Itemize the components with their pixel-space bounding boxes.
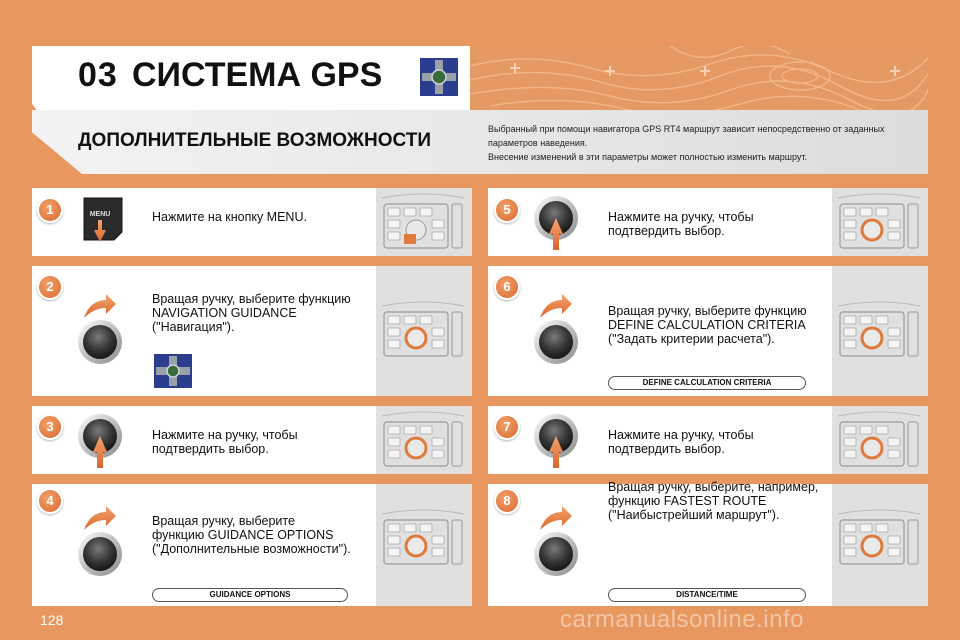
step-instruction: [152, 210, 307, 224]
chapter-number: 03: [78, 56, 118, 94]
step-number-badge: 8: [494, 488, 520, 514]
instruction-line: NAVIGATION GUIDANCE: [152, 306, 297, 320]
instruction-line: подтвердить выбор.: [608, 224, 725, 238]
radio-panel-illustration: [380, 298, 466, 369]
step-number-badge: 6: [494, 274, 520, 300]
watermark: carmanualsonline.info: [560, 606, 804, 633]
gps-crosshair-icon: [154, 354, 192, 393]
step-instruction: [152, 292, 351, 334]
instruction-line: ("Задать критерии расчета").: [608, 332, 775, 346]
radio-panel-illustration: [380, 190, 466, 261]
radio-panel-illustration: [836, 506, 922, 577]
radio-panel-illustration: [836, 190, 922, 261]
step-instruction: [152, 514, 351, 556]
instruction-line: ("Наибыстрейший маршрут").: [608, 508, 780, 522]
press-knob-icon: [76, 412, 124, 475]
menu-label: MENU: [89, 211, 111, 218]
instruction-line: функцию GUIDANCE OPTIONS: [152, 528, 334, 542]
chapter-title: СИСТЕМА GPS: [132, 56, 383, 94]
instruction-line: Нажмите на ручку, чтобы: [608, 428, 754, 442]
radio-panel-illustration: [836, 408, 922, 479]
radio-panel-illustration: [380, 408, 466, 479]
instruction-line: Нажмите на ручку, чтобы: [608, 210, 754, 224]
radio-panel-illustration: [836, 298, 922, 369]
gps-crosshair-icon: [420, 58, 458, 101]
page-number: 128: [40, 612, 64, 628]
instruction-line: Вращая ручку, выберите функцию: [152, 292, 351, 306]
intro-text: [488, 122, 918, 164]
rotary-knob-icon: [76, 530, 124, 583]
screen-label-pill: DISTANCE/TIME: [608, 588, 806, 602]
instruction-line: подтвердить выбор.: [152, 442, 269, 456]
menu-button-icon: [80, 194, 126, 249]
step-number-badge: 5: [494, 197, 520, 223]
intro-line: параметров наведения.: [488, 138, 588, 148]
step-instruction: [608, 480, 818, 522]
instruction-line: Вращая ручку, выберите, например,: [608, 480, 819, 494]
instruction-line: ("Навигация").: [152, 320, 235, 334]
topographic-map-decoration: [470, 46, 928, 110]
step-instruction: [608, 304, 807, 346]
intro-line: Внесение изменений в эти параметры может полностью изменить маршрут.: [488, 152, 808, 162]
instruction-line: DEFINE CALCULATION CRITERIA: [608, 318, 806, 332]
press-knob-icon: [532, 194, 580, 257]
screen-label-pill: GUIDANCE OPTIONS: [152, 588, 348, 602]
step-number-badge: 1: [37, 197, 63, 223]
intro-line: Выбранный при помощи навигатора GPS RT4 маршрут зависит непосредственно от заданных: [488, 124, 885, 134]
section-title: ДОПОЛНИТЕЛЬНЫЕ ВОЗМОЖНОСТИ: [78, 130, 431, 151]
instruction-line: подтвердить выбор.: [608, 442, 725, 456]
step-number-badge: 2: [37, 274, 63, 300]
instruction-line: ("Дополнительные возможности").: [152, 542, 351, 556]
step-number-badge: 3: [37, 414, 63, 440]
radio-panel-illustration: [380, 506, 466, 577]
step-instruction: [152, 428, 298, 456]
press-knob-icon: [532, 412, 580, 475]
step-instruction: [608, 428, 754, 456]
instruction-line: функцию FASTEST ROUTE: [608, 494, 767, 508]
instruction-line: Нажмите на ручку, чтобы: [152, 428, 298, 442]
step-instruction: [608, 210, 754, 238]
rotary-knob-icon: [532, 318, 580, 371]
instruction-line: Нажмите на кнопку MENU.: [152, 210, 307, 224]
instruction-line: Вращая ручку, выберите: [152, 514, 295, 528]
rotary-knob-icon: [532, 530, 580, 583]
rotary-knob-icon: [76, 318, 124, 371]
instruction-line: Вращая ручку, выберите функцию: [608, 304, 807, 318]
step-number-badge: 4: [37, 488, 63, 514]
step-number-badge: 7: [494, 414, 520, 440]
screen-label-pill: DEFINE CALCULATION CRITERIA: [608, 376, 806, 390]
